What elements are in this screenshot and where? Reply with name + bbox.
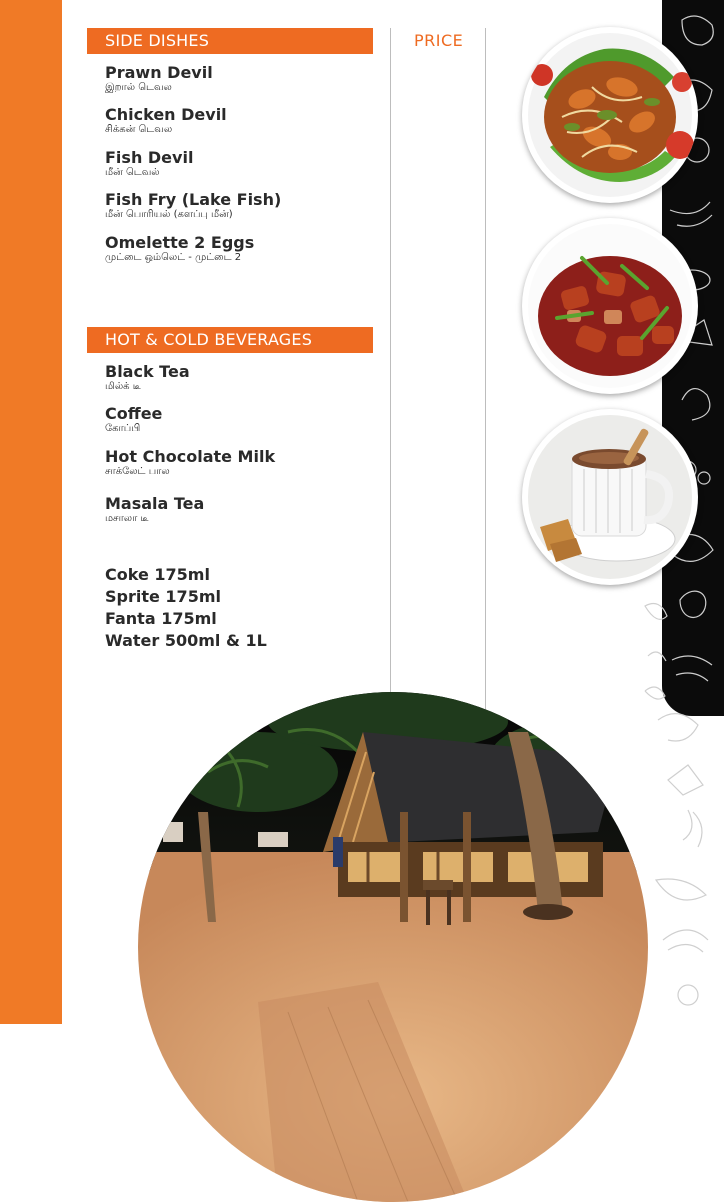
beach-hut-night-photo: [138, 692, 648, 1202]
light-doodle-pattern: [648, 700, 724, 1024]
item-name: Black Tea: [105, 362, 190, 381]
item-name: Prawn Devil: [105, 63, 213, 82]
item-tamil: மீன் டெவல்: [105, 167, 160, 178]
item-tamil: கோப்பி: [105, 423, 141, 434]
item-tamil: சாக்லேட் பால: [105, 466, 170, 477]
item-tamil: இறால் டெவல: [105, 82, 172, 93]
item-name: Hot Chocolate Milk: [105, 447, 276, 466]
item-name: Fish Fry (Lake Fish): [105, 190, 282, 209]
item-tamil: சிக்கன் டெவல: [105, 124, 173, 135]
hot-chocolate-photo: [522, 409, 698, 585]
chicken-devil-photo: [522, 218, 698, 394]
item-name: Coffee: [105, 404, 163, 423]
cold-drink-coke: Coke 175ml: [105, 565, 210, 584]
left-accent-bar: [0, 0, 62, 1024]
menu-item-coffee: [105, 405, 162, 435]
menu-item-prawn-devil: [105, 64, 213, 94]
item-name: Fish Devil: [105, 148, 194, 167]
menu-item-black-tea: [105, 363, 190, 393]
column-divider-left: [390, 28, 391, 710]
item-name: Masala Tea: [105, 494, 205, 513]
item-name: Omelette 2 Eggs: [105, 233, 255, 252]
menu-item-hot-chocolate: [105, 448, 275, 478]
prawn-devil-photo: [522, 27, 698, 203]
cold-drink-fanta: Fanta 175ml: [105, 609, 217, 628]
menu-item-masala-tea: [105, 495, 204, 525]
menu-item-omelette: [105, 234, 254, 264]
beverages-header: HOT & COLD BEVERAGES: [87, 327, 373, 353]
side-dishes-header: SIDE DISHES: [87, 28, 373, 54]
item-tamil: முட்டை ஒம்லெட் - முட்டை 2: [105, 252, 242, 263]
light-doodle-left: [640, 596, 670, 706]
menu-item-fish-fry: [105, 191, 281, 221]
item-tamil: மில்க் டீ: [105, 381, 141, 392]
price-header: PRICE: [414, 31, 464, 50]
cold-drink-water: Water 500ml & 1L: [105, 631, 267, 650]
menu-item-chicken-devil: [105, 106, 227, 136]
cold-drink-sprite: Sprite 175ml: [105, 587, 221, 606]
item-tamil: மசாலா டீ: [105, 513, 149, 524]
column-divider-right: [485, 28, 486, 710]
menu-item-fish-devil: [105, 149, 193, 179]
item-tamil: மீன் பொரியல் (களப்பு மீன்): [105, 209, 233, 220]
item-name: Chicken Devil: [105, 105, 227, 124]
